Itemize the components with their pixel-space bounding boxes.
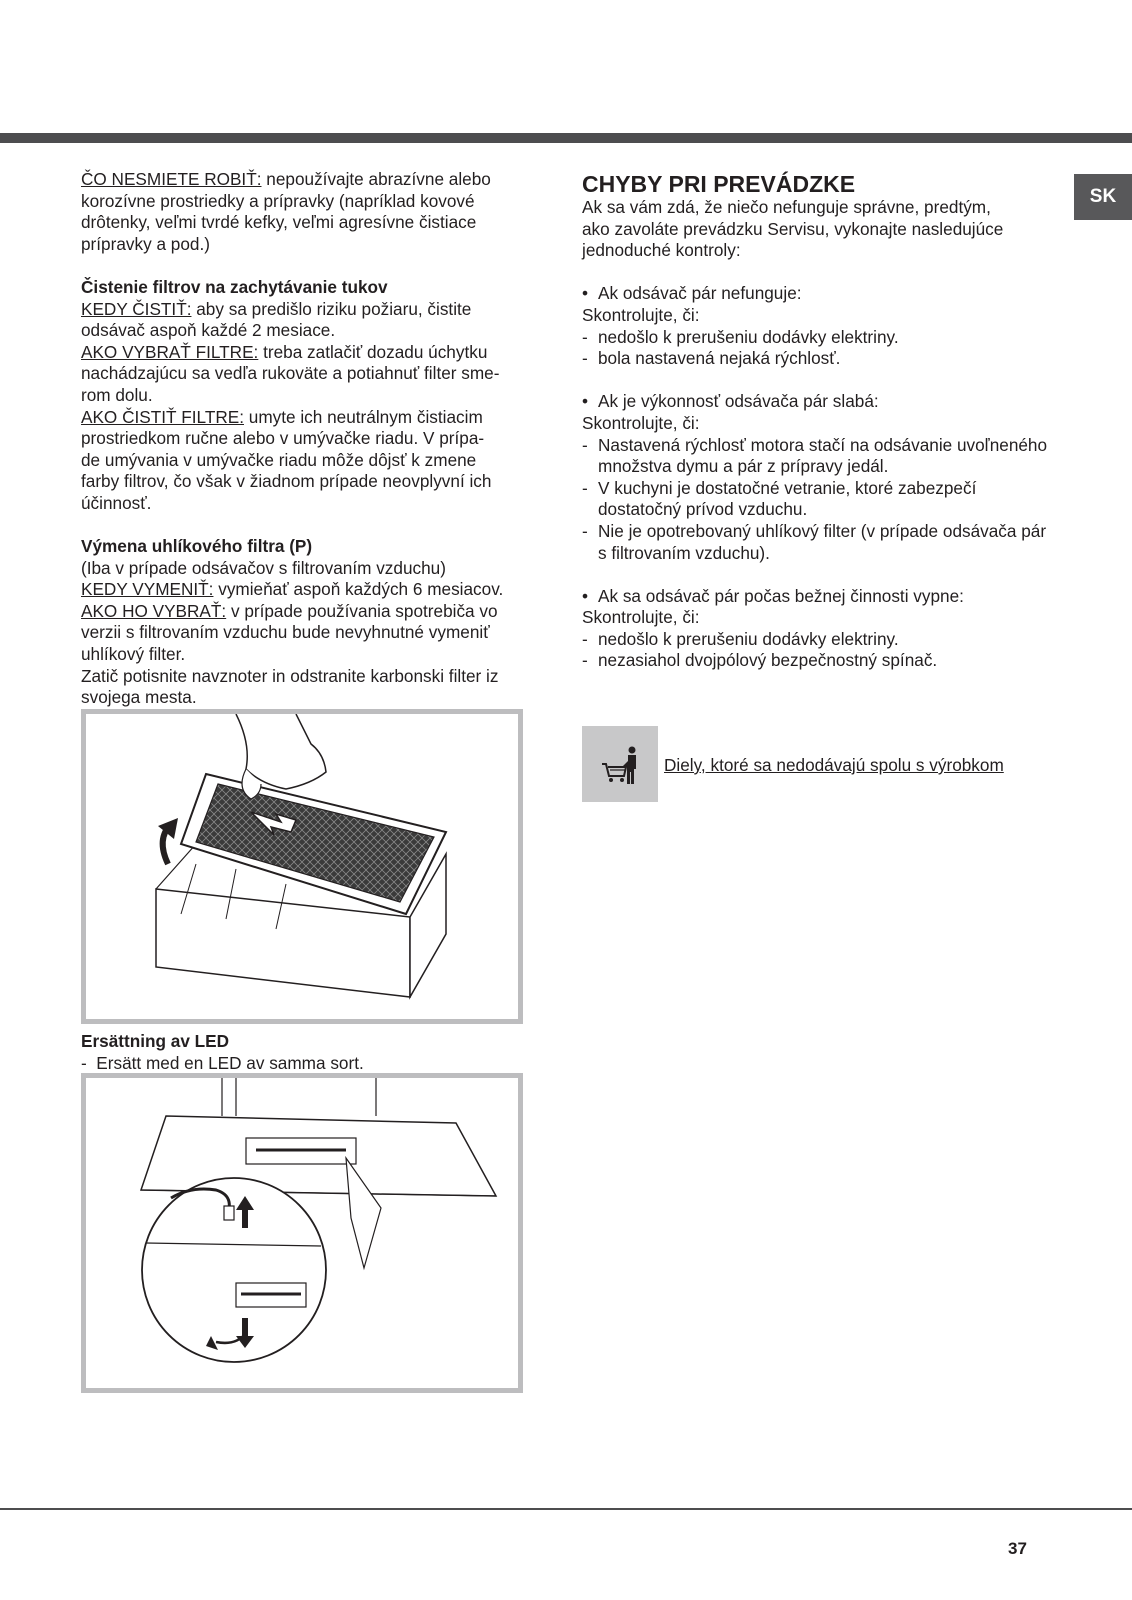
right-column	[582, 169, 1052, 672]
grease-remove-paragraph: AKO VYBRAŤ FILTRE: treba zatlačiť dozadu úchytku nachádzajúcu sa vedľa rukoväte a potiahnuť filter sme- rom dolu.	[81, 341, 500, 405]
parts-not-supplied-note: Diely, ktoré sa nedodávajú spolu s výrobkom	[664, 755, 1004, 775]
check-item: - nezasiahol dvojpólový bezpečnostný spínač.	[582, 650, 938, 671]
language-tab: SK	[1074, 174, 1132, 220]
check-item: - Nie je opotrebovaný uhlíkový filter (v prípade odsávača pár s filtrovaním vzduchu).	[582, 520, 1047, 563]
check-label: Skontrolujte, či:	[582, 304, 700, 325]
top-rule	[0, 133, 1132, 143]
check-item: - bola nastavená nejaká rýchlosť.	[582, 348, 841, 369]
left-column	[81, 169, 536, 709]
check-item: - nedošlo k prerušeniu dodávky elektriny.	[582, 628, 899, 649]
led-heading: Ersättning av LED	[81, 1031, 230, 1051]
filter-removal-illustration	[81, 709, 523, 1024]
led-replacement-illustration	[81, 1073, 523, 1393]
troubleshooting-intro: Ak sa vám zdá, že niečo nefunguje správne, predtým, ako zavoláte prevádzku Servisu, vykonajte nasledujúce jednoduché kontroly:	[582, 197, 1004, 261]
check-bullet: • Ak odsávač pár nefunguje:	[582, 283, 802, 304]
check-bullet: • Ak je výkonnosť odsávača pár slabá:	[582, 391, 879, 412]
filter-removal-drawing	[86, 714, 518, 1019]
check-label: Skontrolujte, či:	[582, 607, 700, 628]
check-item: - Nastavená rýchlosť motora stačí na odsávanie uvoľneného množstva dymu a pár z prípravy jedál.	[582, 434, 1048, 477]
intro-paragraph: ČO NESMIETE ROBIŤ: nepoužívajte abrazívne alebo korozívne prostriedky a prípravky (napríklad kovové drôtenky, veľmi tvrdé kefky, veľmi agresívne čistiace prípravky a pod.)	[81, 169, 491, 254]
led-section: Ersättning av LED - Ersätt med en LED av samma sort.	[81, 1031, 364, 1073]
grease-filters-heading: Čistenie filtrov na zachytávanie tukov	[81, 276, 388, 297]
shopping-cart-person-icon	[582, 726, 658, 802]
troubleshooting-title: CHYBY PRI PREVÁDZKE	[582, 171, 856, 197]
bottom-rule	[0, 1508, 1132, 1510]
grease-when-paragraph: KEDY ČISTIŤ: aby sa predišlo riziku požiaru, čistite odsávač aspoň každé 2 mesiace.	[81, 298, 472, 341]
check-label: Skontrolujte, či:	[582, 412, 700, 433]
carbon-extra-paragraph: Zatič potisnite navznoter in odstranite karbonski filter iz svojega mesta.	[81, 665, 499, 708]
grease-clean-paragraph: AKO ČISTIŤ FILTRE: umyte ich neutrálnym čistiacim prostriedkom ručne alebo v umývačke riadu. V prípa- de umývania v umývačke riadu môže dôjsť k zmene farby filtrov, čo však v žiadnom prípade neovplyvní ich účinnosť.	[81, 406, 492, 513]
page-number: 37	[1008, 1539, 1027, 1558]
carbon-remove-paragraph: AKO HO VYBRAŤ: v prípade používania spotrebiča vo verzii s filtrovaním vzduchu bude nevyhnutné vymeniť uhlíkový filter.	[81, 600, 498, 665]
led-instruction: Ersätt med en LED av samma sort.	[96, 1052, 364, 1073]
check-bullet: • Ak sa odsávač pár počas bežnej činnosti vypne:	[582, 585, 964, 606]
check-item: - nedošlo k prerušeniu dodávky elektriny.	[582, 326, 899, 347]
carbon-filter-note: (Iba v prípade odsávačov s filtrovaním vzduchu)	[81, 557, 446, 578]
do-not-label: ČO NESMIETE ROBIŤ:	[81, 169, 262, 189]
carbon-filter-heading: Výmena uhlíkového filtra (P)	[81, 536, 313, 557]
carbon-when-paragraph: KEDY VYMENIŤ: vymieňať aspoň každých 6 mesiacov.	[81, 579, 504, 600]
led-replacement-drawing	[86, 1078, 518, 1388]
check-item: - V kuchyni je dostatočné vetranie, ktoré zabezpečí dostatočný prívod vzduchu.	[582, 477, 977, 520]
